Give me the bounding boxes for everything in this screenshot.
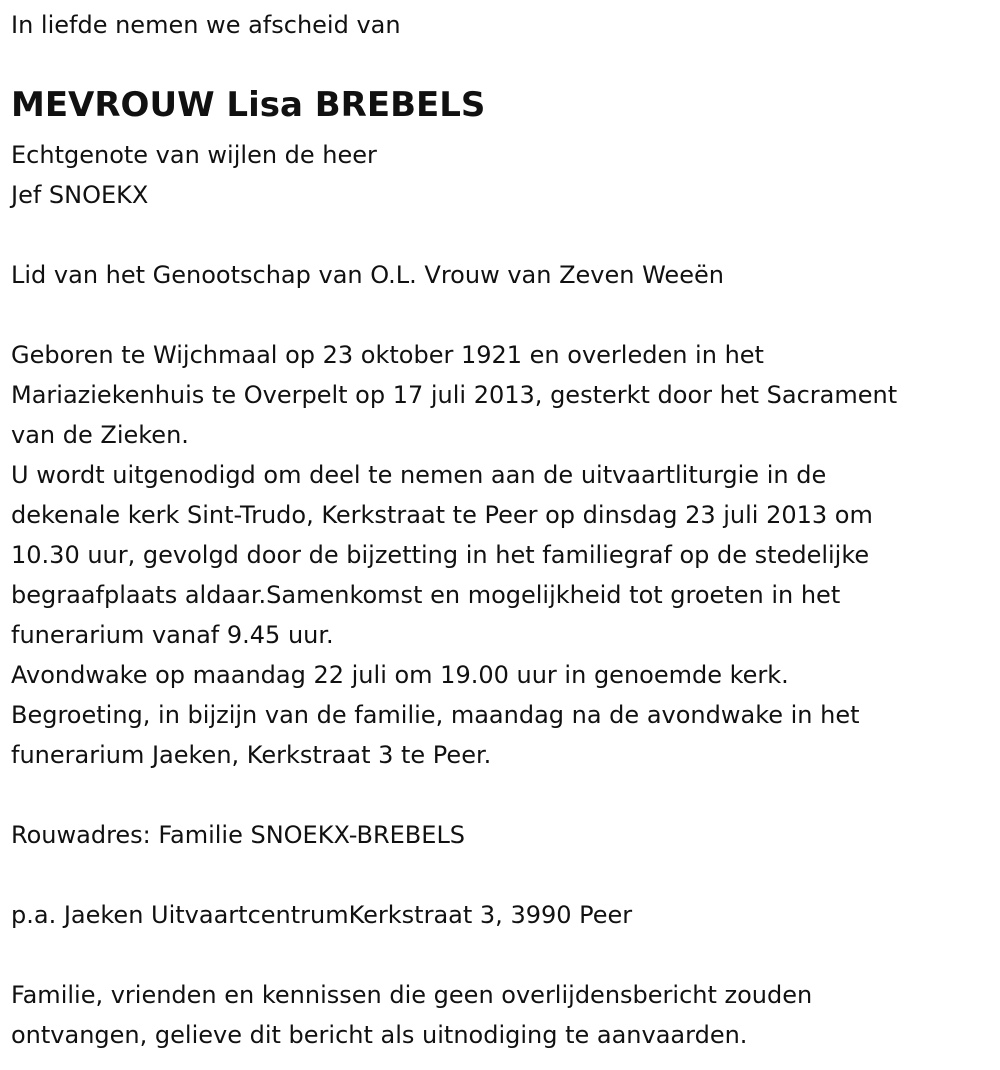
closing-line: Familie, vrienden en kennissen die geen overlijdensbericht zouden (11, 981, 813, 1009)
body-line: 10.30 uur, gevolgd door de bijzetting in het familiegraf op de stedelijke (11, 541, 870, 569)
body-line: Begroeting, in bijzijn van de familie, maandag na de avondwake in het (11, 701, 860, 729)
body-line: funerarium vanaf 9.45 uur. (11, 621, 334, 649)
body-line: funerarium Jaeken, Kerkstraat 3 te Peer. (11, 741, 492, 769)
body-line: Mariaziekenhuis te Overpelt op 17 juli 2013, gesterkt door het Sacrament (11, 381, 898, 409)
body-line: begraafplaats aldaar.Samenkomst en mogelijkheid tot groeten in het (11, 581, 841, 609)
membership-text: Lid van het Genootschap van O.L. Vrouw van Zeven Weeën (11, 261, 724, 289)
body-line: Geboren te Wijchmaal op 23 oktober 1921 en overleden in het (11, 341, 764, 369)
spouse-line: Jef SNOEKX (11, 181, 149, 209)
body-line: U wordt uitgenodigd om deel te nemen aan de uitvaartliturgie in de (11, 461, 827, 489)
rouwadres-text: Rouwadres: Familie SNOEKX-BREBELS (11, 821, 466, 849)
pa-address-text: p.a. Jaeken UitvaartcentrumKerkstraat 3, 3990 Peer (11, 901, 633, 929)
closing-line: ontvangen, gelieve dit bericht als uitnodiging te aanvaarden. (11, 1021, 748, 1049)
spouse-line: Echtgenote van wijlen de heer (11, 141, 377, 169)
intro-text: In liefde nemen we afscheid van (11, 11, 401, 39)
body-line: van de Zieken. (11, 421, 189, 449)
body-line: dekenale kerk Sint-Trudo, Kerkstraat te Peer op dinsdag 23 juli 2013 om (11, 501, 873, 529)
body-line: Avondwake op maandag 22 juli om 19.00 uur in genoemde kerk. (11, 661, 789, 689)
deceased-name: MEVROUW Lisa BREBELS (11, 85, 486, 125)
